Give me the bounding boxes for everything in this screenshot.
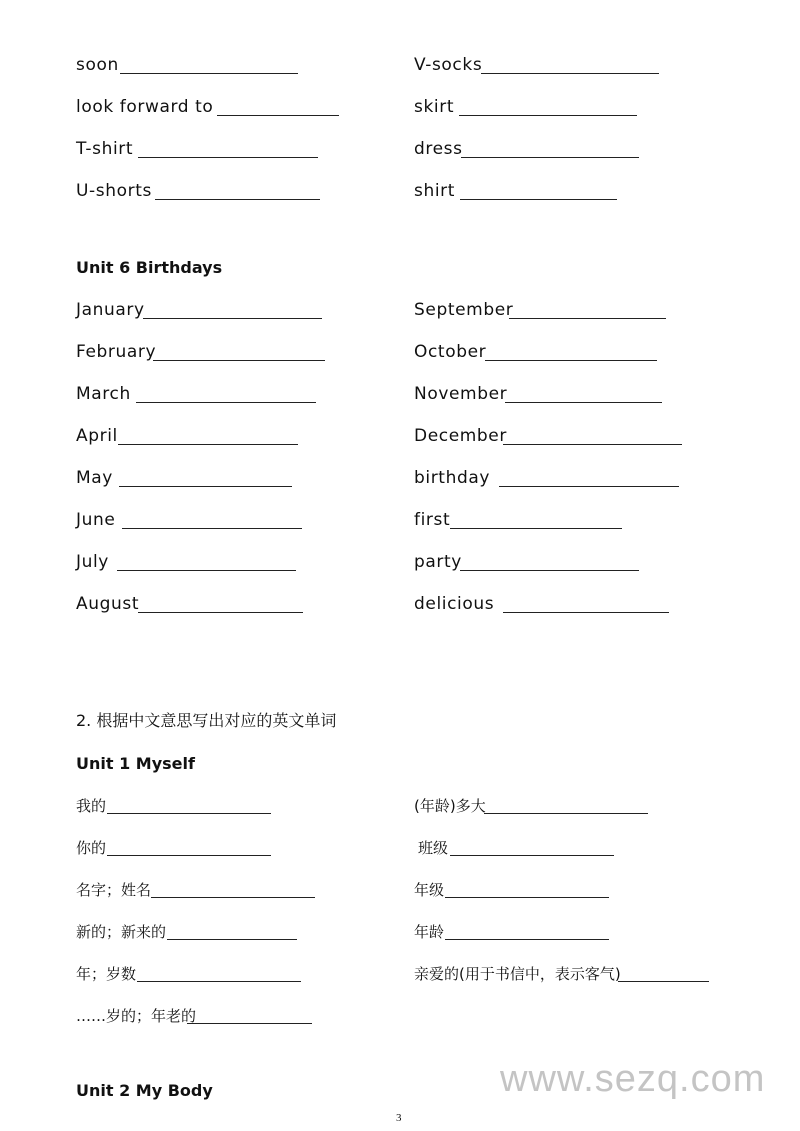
vocab-item xyxy=(414,880,444,900)
vocab-word: V-socks xyxy=(414,55,483,75)
vocab-item xyxy=(414,300,513,320)
answer-blank[interactable] xyxy=(155,199,320,200)
answer-blank[interactable] xyxy=(485,360,657,361)
vocab-item xyxy=(76,426,118,446)
unit-heading: Unit 2 My Body xyxy=(76,1081,213,1100)
vocab-word: dress xyxy=(414,139,463,159)
vocab-item xyxy=(76,300,145,320)
vocab-item xyxy=(76,181,152,201)
vocab-item xyxy=(414,342,486,362)
answer-blank[interactable] xyxy=(167,939,297,940)
unit-heading: Unit 6 Birthdays xyxy=(76,258,223,277)
vocab-word: 我的 xyxy=(76,797,107,815)
answer-blank[interactable] xyxy=(151,897,315,898)
answer-blank[interactable] xyxy=(136,402,316,403)
vocab-item xyxy=(76,594,139,614)
vocab-item xyxy=(76,838,106,858)
vocab-item xyxy=(414,594,494,614)
vocab-item xyxy=(414,510,450,530)
vocab-word: first xyxy=(414,510,451,530)
vocab-item xyxy=(76,552,109,572)
vocab-word: 年；岁数 xyxy=(76,965,137,983)
answer-blank[interactable] xyxy=(450,528,622,529)
answer-blank[interactable] xyxy=(117,570,296,571)
vocab-item xyxy=(76,384,131,404)
vocab-word: August xyxy=(76,594,140,614)
answer-blank[interactable] xyxy=(107,855,271,856)
vocab-item xyxy=(76,1006,196,1026)
vocab-word: shirt xyxy=(414,181,456,201)
vocab-word: soon xyxy=(76,55,119,75)
vocab-word: September xyxy=(414,300,514,320)
vocab-word: 新的；新来的 xyxy=(76,923,167,941)
vocab-item xyxy=(76,880,151,900)
answer-blank[interactable] xyxy=(445,897,609,898)
answer-blank[interactable] xyxy=(137,981,301,982)
answer-blank[interactable] xyxy=(618,981,709,982)
answer-blank[interactable] xyxy=(503,444,682,445)
vocab-word: October xyxy=(414,342,487,362)
answer-blank[interactable] xyxy=(107,813,271,814)
answer-blank[interactable] xyxy=(450,855,614,856)
vocab-word: 名字；姓名 xyxy=(76,881,152,899)
answer-blank[interactable] xyxy=(505,402,662,403)
vocab-word: 年龄 xyxy=(414,923,445,941)
vocab-word: May xyxy=(76,468,113,488)
answer-blank[interactable] xyxy=(460,199,617,200)
vocab-item xyxy=(76,964,136,984)
vocab-word: 年级 xyxy=(414,881,445,899)
answer-blank[interactable] xyxy=(460,570,639,571)
vocab-item xyxy=(76,97,213,117)
answer-blank[interactable] xyxy=(481,73,659,74)
answer-blank[interactable] xyxy=(461,157,639,158)
vocab-item xyxy=(76,468,113,488)
answer-blank[interactable] xyxy=(445,939,609,940)
page-number: 3 xyxy=(396,1112,402,1124)
vocab-item xyxy=(76,55,119,75)
vocab-item xyxy=(418,838,448,858)
vocab-item xyxy=(414,922,444,942)
answer-blank[interactable] xyxy=(138,612,303,613)
vocab-word: (年龄)多大 xyxy=(414,797,486,815)
vocab-word: U-shorts xyxy=(76,181,152,201)
vocab-word: skirt xyxy=(414,97,455,117)
vocab-item xyxy=(414,468,490,488)
vocab-word: delicious xyxy=(414,594,495,614)
vocab-item xyxy=(76,922,166,942)
answer-blank[interactable] xyxy=(499,486,679,487)
vocab-item xyxy=(414,139,463,159)
answer-blank[interactable] xyxy=(138,157,318,158)
answer-blank[interactable] xyxy=(122,528,302,529)
answer-blank[interactable] xyxy=(509,318,666,319)
vocab-item xyxy=(414,181,455,201)
answer-blank[interactable] xyxy=(118,444,298,445)
vocab-word: birthday xyxy=(414,468,491,488)
vocab-word: November xyxy=(414,384,508,404)
answer-blank[interactable] xyxy=(217,115,339,116)
answer-blank[interactable] xyxy=(484,813,648,814)
vocab-word: June xyxy=(76,510,116,530)
vocab-item xyxy=(414,796,486,816)
watermark: www.sezq.com xyxy=(500,1058,766,1100)
answer-blank[interactable] xyxy=(187,1023,312,1024)
vocab-item xyxy=(414,552,462,572)
answer-blank[interactable] xyxy=(503,612,669,613)
vocab-word: February xyxy=(76,342,157,362)
vocab-word: 亲爱的(用于书信中，表示客气) xyxy=(414,965,621,983)
answer-blank[interactable] xyxy=(119,486,292,487)
answer-blank[interactable] xyxy=(120,73,298,74)
answer-blank[interactable] xyxy=(459,115,637,116)
vocab-word: April xyxy=(76,426,118,446)
vocab-item xyxy=(414,384,507,404)
vocab-item xyxy=(76,342,156,362)
unit-heading: Unit 1 Myself xyxy=(76,754,195,773)
vocab-word: March xyxy=(76,384,131,404)
vocab-item xyxy=(414,55,482,75)
vocab-word: look forward to xyxy=(76,97,214,117)
vocab-word: 班级 xyxy=(418,839,449,857)
vocab-item xyxy=(414,97,454,117)
vocab-word: January xyxy=(76,300,145,320)
vocab-word: ……岁的；年老的 xyxy=(76,1007,197,1025)
vocab-word: T-shirt xyxy=(76,139,134,159)
vocab-word: December xyxy=(414,426,507,446)
vocab-item xyxy=(76,796,106,816)
section-title: 2. 根据中文意思写出对应的英文单词 xyxy=(76,711,337,730)
vocab-word: party xyxy=(414,552,462,572)
vocab-item xyxy=(414,964,621,984)
vocab-item xyxy=(414,426,507,446)
vocab-item xyxy=(76,510,115,530)
vocab-word: 你的 xyxy=(76,839,107,857)
answer-blank[interactable] xyxy=(143,318,322,319)
vocab-item xyxy=(76,139,133,159)
answer-blank[interactable] xyxy=(153,360,325,361)
vocab-word: July xyxy=(76,552,109,572)
